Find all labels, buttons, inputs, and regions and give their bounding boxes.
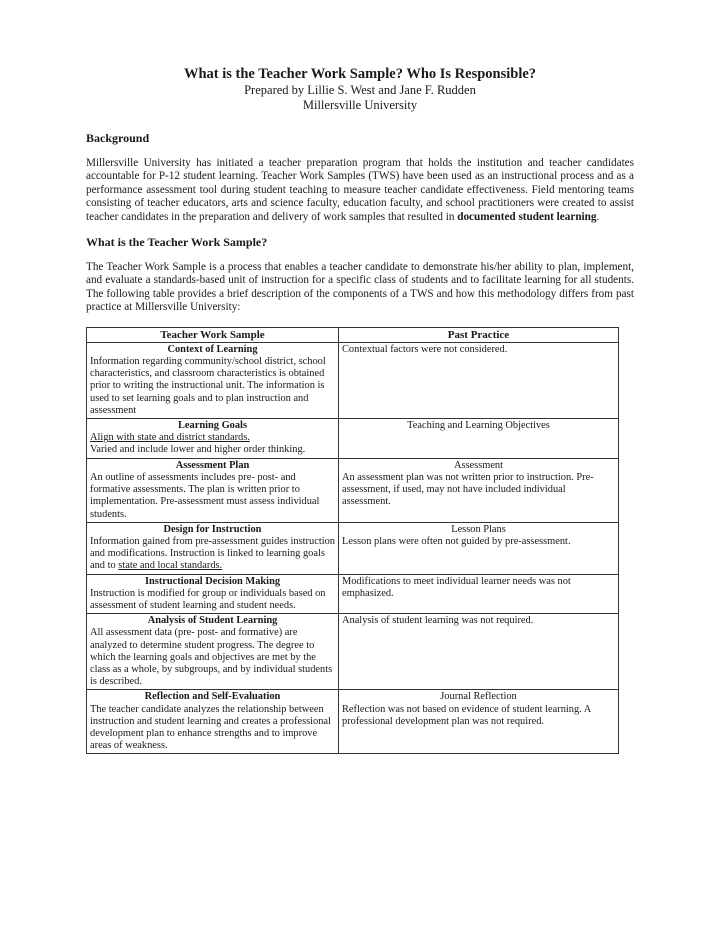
past-practice-description: Analysis of student learning was not required. [342, 615, 534, 627]
table-row [87, 690, 619, 754]
past-practice-cell [339, 574, 619, 614]
tws-description: Varied and include lower and higher order thinking. [90, 444, 306, 456]
past-practice-description: Modifications to meet individual learner needs was not emphasized. [342, 575, 571, 599]
tws-description: All assessment data (pre- post- and formative) are analyzed to determine student progress. The degree to which the learning goals and objectives are met by the class as a whole, by subgroups, and by individual students is described. [90, 627, 333, 688]
what-is-heading: What is the Teacher Work Sample? [86, 235, 268, 250]
tws-cell [87, 342, 339, 418]
tws-description-underlined: state and local standards. [118, 560, 223, 572]
past-practice-description: An assessment plan was not written prior to instruction. Pre-assessment, if used, may not have included individual assessment. [342, 471, 594, 508]
past-practice-heading: Journal Reflection [440, 691, 517, 703]
past-practice-cell [339, 614, 619, 690]
tws-description: Instruction is modified for group or individuals based on assessment of student learning and student needs. [90, 587, 326, 611]
table-header-row [87, 327, 619, 342]
background-emphasis: documented student learning [457, 210, 597, 223]
past-practice-heading: Assessment [453, 459, 504, 471]
document-title: What is the Teacher Work Sample? Who Is Responsible? [183, 66, 537, 82]
row-heading: Instructional Decision Making [144, 575, 281, 587]
table-row [87, 342, 619, 418]
comparison-table [86, 327, 619, 755]
background-text-end: . [596, 210, 600, 223]
tws-cell [87, 458, 339, 522]
tws-description: The teacher candidate analyzes the relationship between instruction and student learning and creates a professional development plan to enhance strengths and to improve areas of weakness. [90, 703, 331, 752]
background-heading: Background [86, 131, 150, 145]
tws-description: An outline of assessments includes pre- post- and formative assessments. The plan is written prior to implementation. Pre-assessment must assess individual students. [90, 471, 320, 520]
row-heading: Design for Instruction [163, 523, 262, 535]
row-heading: Reflection and Self-Evaluation [144, 691, 281, 703]
column-header-past-practice: Past Practice [339, 327, 619, 342]
past-practice-heading: Teaching and Learning Objectives [407, 420, 550, 432]
past-practice-heading: Lesson Plans [451, 523, 506, 535]
row-heading: Assessment Plan [175, 459, 250, 471]
table-row [87, 574, 619, 614]
past-practice-description: Contextual factors were not considered. [342, 343, 508, 355]
tws-cell [87, 614, 339, 690]
tws-cell [87, 574, 339, 614]
past-practice-description: Lesson plans were often not guided by pre-assessment. [342, 535, 571, 547]
row-heading: Context of Learning [167, 343, 258, 355]
what-is-paragraph: The Teacher Work Sample is a process that enables a teacher candidate to demonstrate his/her ability to plan, implement, and evaluate a standards-based unit of instruction for a specific class of students and to facilitate learning for all students. The following table provides a brief description of the components of a TWS and how this methodology differs from past practice at Millersville University: [86, 261, 634, 314]
tws-cell [87, 690, 339, 754]
table-row [87, 522, 619, 574]
document-authors: Prepared by Lillie S. West and Jane F. Rudden [244, 83, 476, 97]
table-row [87, 419, 619, 459]
tws-description: Information regarding community/school district, school characteristics, and classroom characteristics is obtained prior to writing the instructional unit. The information is used to set learning goals and to plan instruction and assessment [90, 356, 326, 416]
past-practice-cell [339, 458, 619, 522]
tws-cell [87, 522, 339, 574]
row-heading: Analysis of Student Learning [147, 615, 278, 627]
past-practice-description: Reflection was not based on evidence of student learning. A professional development plan was not required. [342, 703, 591, 727]
background-paragraph [86, 157, 634, 224]
background-text: Millersville University has initiated a teacher preparation program that holds the institution and teacher candidates accountable for P-12 student learning. Teacher Work Samples (TWS) have been used as an instructional process and as a performance assessment tool during student teaching to measure teacher candidate effectiveness. Field mentoring teams consisting of teacher educators, arts and science faculty, education faculty, and school practitioners were created to assist teacher candidates in the preparation and delivery of work samples that resulted in [86, 157, 634, 223]
tws-description-underlined: Align with state and district standards. [90, 432, 250, 444]
past-practice-cell [339, 419, 619, 459]
row-heading: Learning Goals [178, 420, 247, 432]
table-row [87, 458, 619, 522]
tws-cell [87, 419, 339, 459]
tws-description: Information gained from pre-assessment guides instruction and modifications. Instruction is linked to learning goals and to [90, 535, 335, 572]
table-row [87, 614, 619, 690]
column-header-tws: Teacher Work Sample [87, 327, 339, 342]
document-institution: Millersville University [302, 98, 418, 112]
past-practice-cell [339, 342, 619, 418]
past-practice-cell [339, 690, 619, 754]
past-practice-cell [339, 522, 619, 574]
